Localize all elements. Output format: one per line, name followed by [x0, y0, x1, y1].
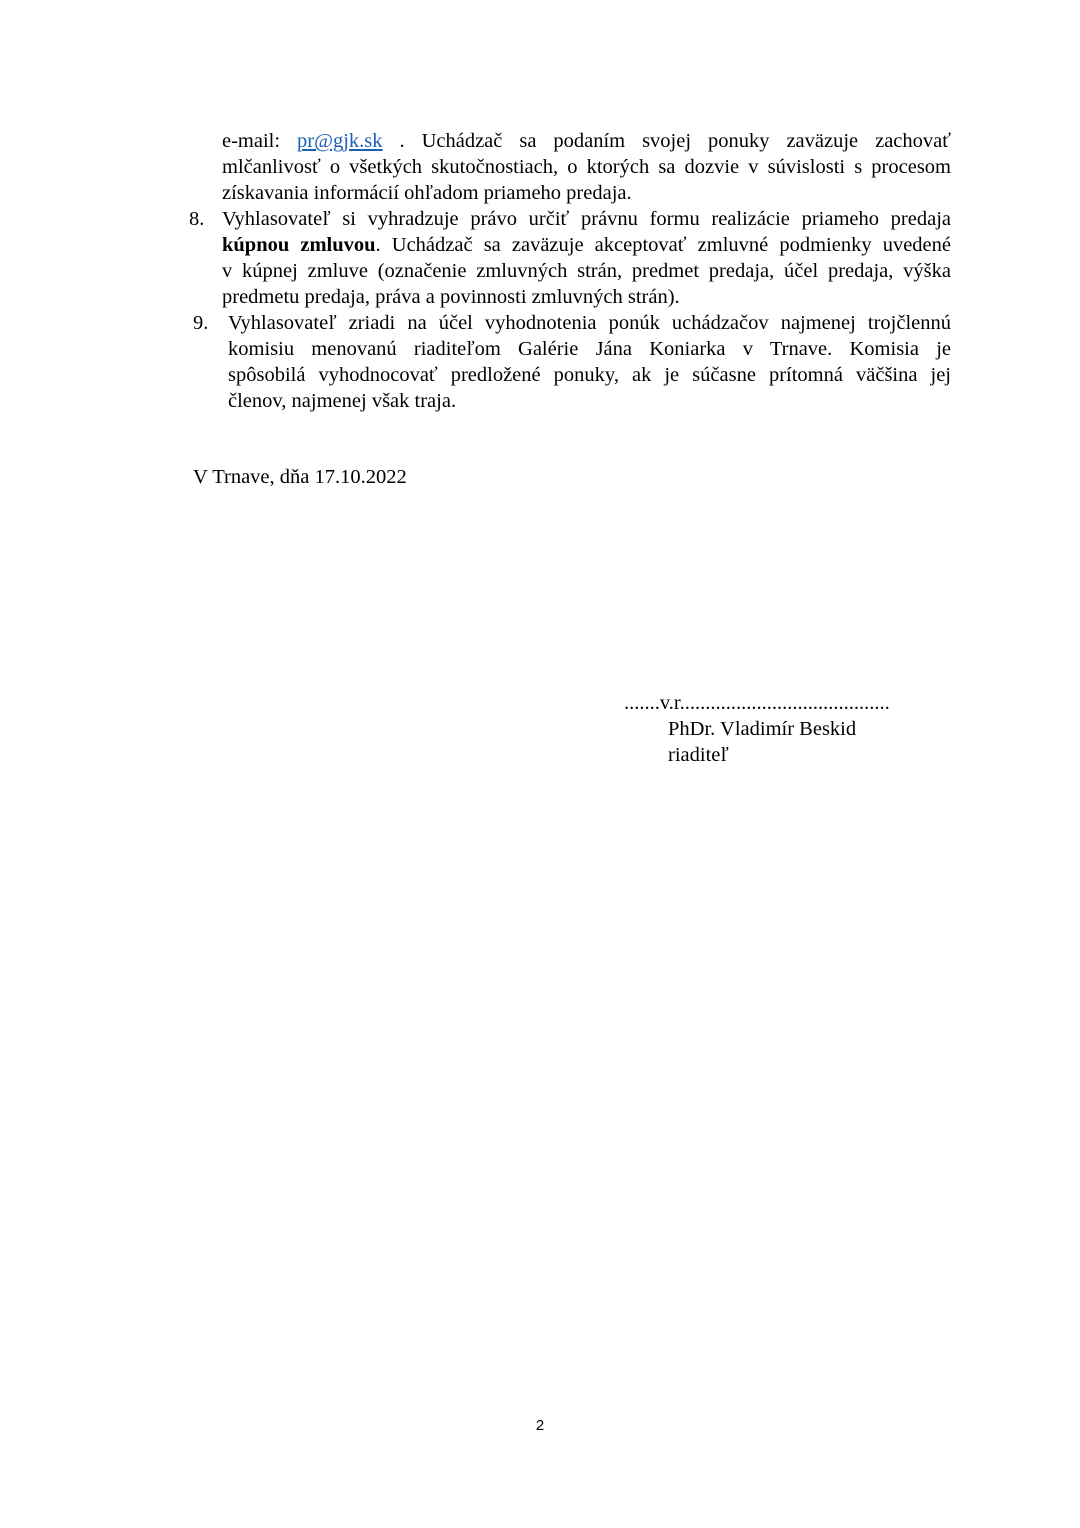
item-9-line-2: komisiu menovanú riaditeľom Galérie Jána Koniarka v Trnave. Komisia je [228, 338, 951, 360]
item-8-line-4: predmetu predaja, práva a povinnosti zmluvných strán). [222, 286, 680, 308]
item-8-line-2-rest: . Uchádzač sa zaväzuje akceptovať zmluvné podmienky uvedené [375, 234, 951, 256]
item-8-line-2 [222, 232, 951, 258]
continuation-line-3: získavania informácií ohľadom priameho predaja. [222, 182, 632, 204]
item-8-number: 8. [189, 208, 205, 230]
email-label: e-mail: [222, 130, 298, 152]
item-9-number: 9. [193, 312, 209, 334]
item-8-line-1: Vyhlasovateľ si vyhradzuje právo určiť právnu formu realizácie priameho predaja [222, 208, 951, 230]
item-8-bold-term: kúpnou zmluvou [222, 234, 376, 256]
item-9-line-3: spôsobilá vyhodnocovať predložené ponuky, ak je súčasne prítomná väčšina jej [228, 364, 951, 386]
signatory-title: riaditeľ [668, 744, 729, 766]
item-9-line-4: členov, najmenej však traja. [228, 390, 457, 412]
item-9-line-1: Vyhlasovateľ zriadi na účel vyhodnotenia ponúk uchádzačov najmenej trojčlennú [228, 312, 951, 334]
email-link[interactable]: pr@gjk.sk [297, 130, 383, 152]
signatory-name: PhDr. Vladimír Beskid [668, 718, 857, 740]
item-8-line-3: v kúpnej zmluve (označenie zmluvných strán, predmet predaja, účel predaja, výška [222, 260, 951, 282]
signature-line: .......v.r......................................... [624, 692, 890, 714]
continuation-line-2: mlčanlivosť o všetkých skutočnostiach, o ktorých sa dozvie v súvislosti s procesom [222, 156, 951, 178]
page-number: 2 [535, 1417, 545, 1434]
continuation-line-1 [222, 128, 951, 154]
continuation-line-1-rest: . Uchádzač sa podaním svojej ponuky zaväzuje zachovať [399, 130, 951, 152]
place-date: V Trnave, dňa 17.10.2022 [193, 466, 407, 488]
